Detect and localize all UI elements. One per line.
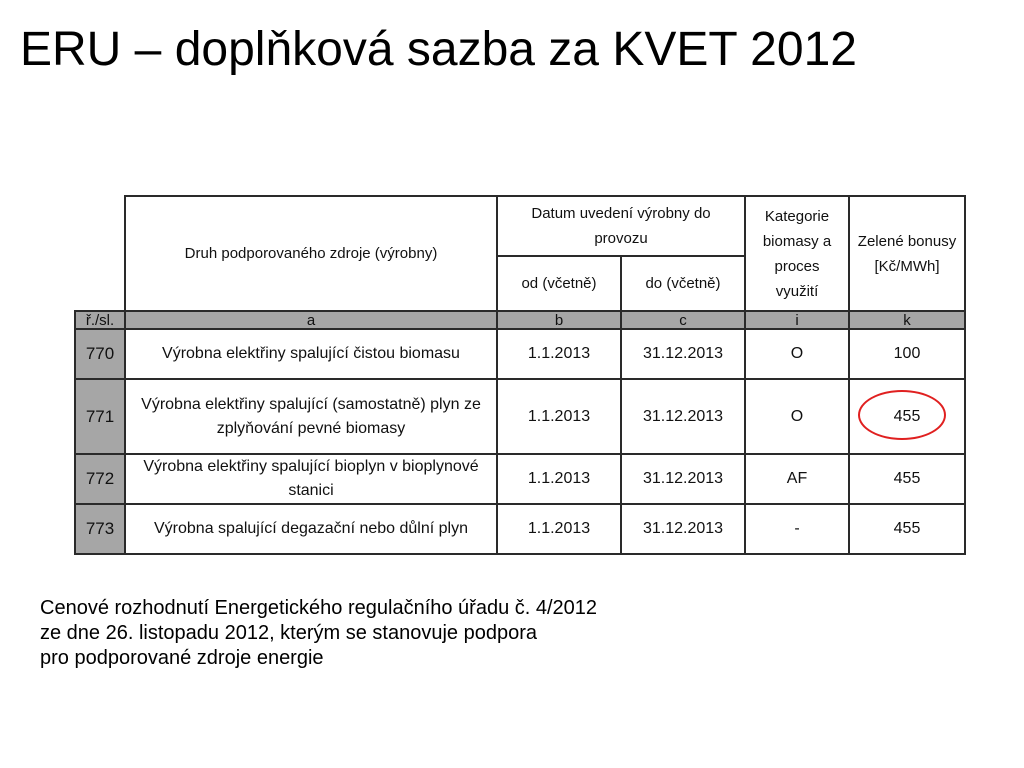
header-date-to: do (včetně) xyxy=(621,256,745,311)
column-letter: a xyxy=(125,311,497,329)
support-rates-table xyxy=(74,195,966,555)
header-bonus: Zelené bonusy [Kč/MWh] xyxy=(849,196,965,311)
header-commission-date: Datum uvedení výrobny do provozu xyxy=(497,196,745,256)
row-number: 772 xyxy=(75,454,125,504)
date-to-cell: 31.12.2013 xyxy=(621,379,745,454)
header-corner xyxy=(75,196,125,311)
support-rates-table-image xyxy=(74,195,964,557)
category-cell: AF xyxy=(745,454,849,504)
bonus-cell-highlighted xyxy=(849,379,965,454)
bonus-cell: 100 xyxy=(849,329,965,379)
date-from-cell: 1.1.2013 xyxy=(497,454,621,504)
column-letter: c xyxy=(621,311,745,329)
column-letter: b xyxy=(497,311,621,329)
row-number: 773 xyxy=(75,504,125,554)
row-number: 771 xyxy=(75,379,125,454)
header-date-from: od (včetně) xyxy=(497,256,621,311)
table-row xyxy=(75,454,965,504)
column-letter: ř./sl. xyxy=(75,311,125,329)
category-cell: O xyxy=(745,329,849,379)
table-row xyxy=(75,379,965,454)
bonus-value: 455 xyxy=(893,407,921,425)
bonus-cell: 455 xyxy=(849,504,965,554)
table-row xyxy=(75,504,965,554)
source-description: Výrobna elektřiny spalující (samostatně) plyn ze zplyňování pevné biomasy xyxy=(125,379,497,454)
date-from-cell: 1.1.2013 xyxy=(497,379,621,454)
date-to-cell: 31.12.2013 xyxy=(621,504,745,554)
source-caption xyxy=(40,596,800,671)
caption-line: Cenové rozhodnutí Energetického regulačního úřadu č. 4/2012 xyxy=(40,597,598,619)
category-cell: - xyxy=(745,504,849,554)
column-letter: k xyxy=(849,311,965,329)
date-to-cell: 31.12.2013 xyxy=(621,454,745,504)
source-description: Výrobna spalující degazační nebo důlní plyn xyxy=(125,504,497,554)
header-category: Kategorie biomasy a proces využití xyxy=(745,196,849,311)
table-row xyxy=(75,329,965,379)
caption-line: pro podporované zdroje energie xyxy=(40,647,324,669)
category-cell: O xyxy=(745,379,849,454)
bonus-cell: 455 xyxy=(849,454,965,504)
date-from-cell: 1.1.2013 xyxy=(497,504,621,554)
header-source-type: Druh podporovaného zdroje (výrobny) xyxy=(125,196,497,311)
row-number: 770 xyxy=(75,329,125,379)
source-description: Výrobna elektřiny spalující bioplyn v bioplynové stanici xyxy=(125,454,497,504)
date-from-cell: 1.1.2013 xyxy=(497,329,621,379)
column-letter: i xyxy=(745,311,849,329)
slide-title: ERU – doplňková sazba za KVET 2012 xyxy=(20,23,857,76)
caption-line: ze dne 26. listopadu 2012, kterým se stanovuje podpora xyxy=(40,622,537,644)
source-description: Výrobna elektřiny spalující čistou biomasu xyxy=(125,329,497,379)
column-letter-row xyxy=(75,311,965,329)
date-to-cell: 31.12.2013 xyxy=(621,329,745,379)
